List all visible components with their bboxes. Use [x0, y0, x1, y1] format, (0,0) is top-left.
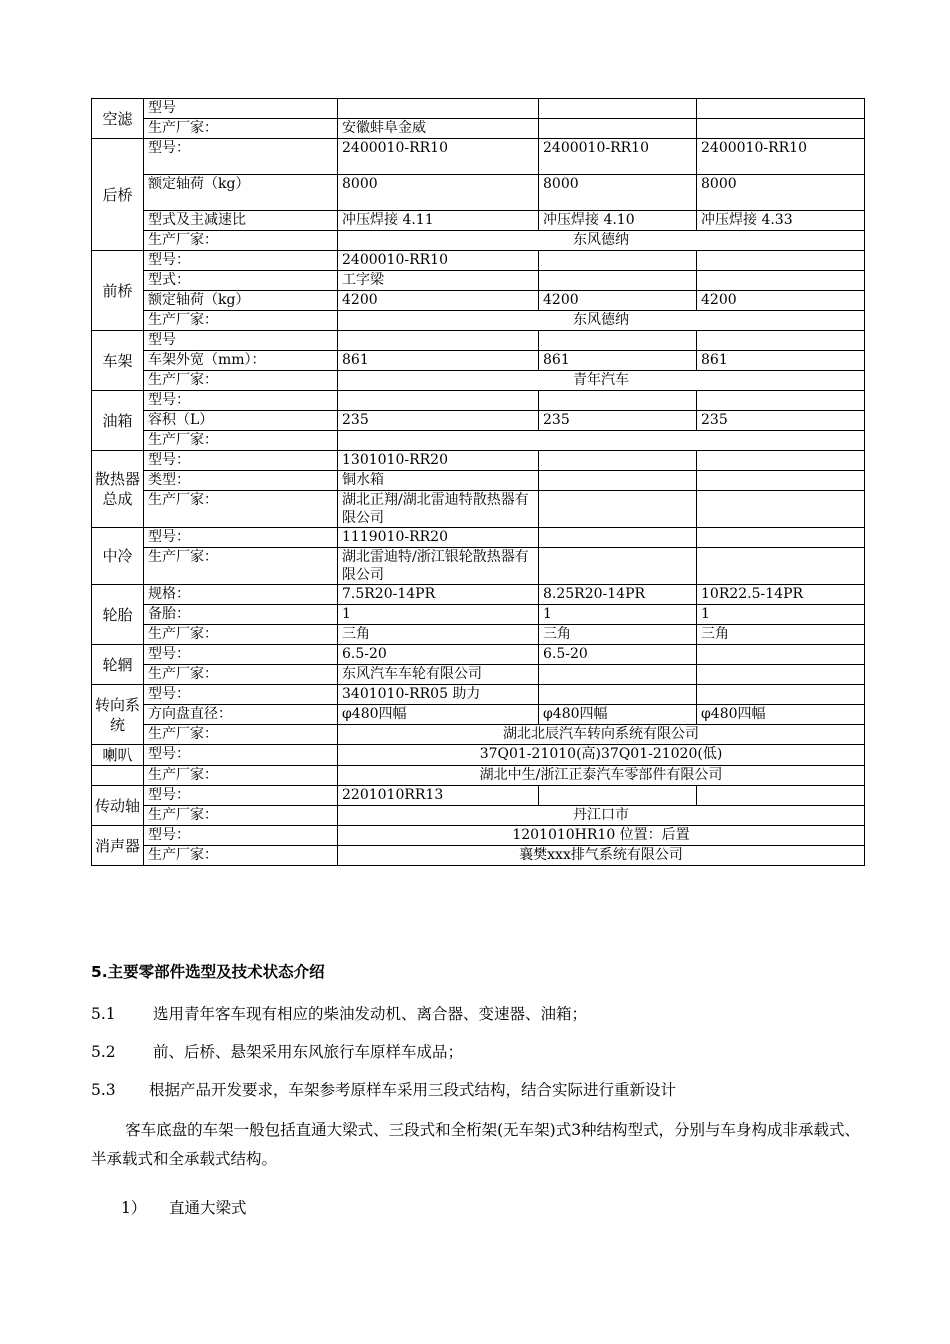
row-label: 备胎： — [144, 605, 338, 625]
item-text: 前、后桥、悬架采用东风旅行车原样车成品； — [153, 1043, 464, 1061]
row-label: 生产厂家： — [144, 548, 338, 585]
row-label: 生产厂家： — [144, 806, 338, 826]
cell: 冲压焊接 4.10 — [539, 211, 697, 231]
row-label: 生产厂家： — [144, 665, 338, 685]
cell: 湖北雷迪特/浙江银轮散热器有限公司 — [338, 548, 539, 585]
row-label: 生产厂家： — [144, 846, 338, 866]
cell: 8000 — [338, 175, 539, 211]
group-label-steering: 转向系统 — [92, 685, 144, 745]
group-label-horn: 喇叭 — [92, 745, 144, 766]
list-item — [91, 1002, 587, 1024]
cell: 7.5R20-14PR — [338, 585, 539, 605]
cell: 三角 — [539, 625, 697, 645]
cell: φ480四幅 — [697, 705, 865, 725]
list-item — [91, 1078, 676, 1100]
table-row — [92, 139, 865, 175]
table-row — [92, 175, 865, 211]
row-label: 方向盘直径： — [144, 705, 338, 725]
group-label-air-filter: 空滤 — [92, 99, 144, 139]
row-label: 型号： — [144, 645, 338, 665]
cell: 235 — [338, 411, 539, 431]
row-label: 生产厂家： — [144, 231, 338, 251]
cell: 湖北正翔/湖北雷迪特散热器有限公司 — [338, 491, 539, 528]
table-row — [92, 585, 865, 605]
table-row — [92, 331, 865, 351]
table-row — [92, 391, 865, 411]
row-label: 生产厂家： — [144, 725, 338, 745]
group-label-rim: 轮辋 — [92, 645, 144, 685]
cell: 2201010RR13 — [338, 786, 539, 806]
cell: 东风德纳 — [338, 231, 865, 251]
cell: 861 — [539, 351, 697, 371]
row-label: 生产厂家： — [144, 431, 338, 451]
cell: 1 — [338, 605, 539, 625]
group-label-intercooler: 中冷 — [92, 528, 144, 585]
table-row — [92, 471, 865, 491]
row-label: 型号： — [144, 786, 338, 806]
row-label: 生产厂家： — [144, 119, 338, 139]
item-number: 5.2 — [91, 1043, 116, 1061]
cell: 8.25R20-14PR — [539, 585, 697, 605]
cell: 861 — [697, 351, 865, 371]
cell: 235 — [697, 411, 865, 431]
cell: 37Q01-21010(高)37Q01-21020(低) — [338, 745, 865, 766]
cell: 襄樊xxx排气系统有限公司 — [338, 846, 865, 866]
cell: 2400010-RR10 — [338, 139, 539, 175]
row-label: 生产厂家： — [144, 766, 338, 786]
cell: 青年汽车 — [338, 371, 865, 391]
table-row — [92, 665, 865, 685]
cell: 4200 — [539, 291, 697, 311]
item-text: 选用青年客车现有相应的柴油发动机、离合器、变速器、油箱； — [153, 1005, 588, 1023]
table-row — [92, 548, 865, 585]
group-label-front-axle: 前桥 — [92, 251, 144, 331]
row-label: 生产厂家： — [144, 311, 338, 331]
group-label-drive-shaft: 传动轴 — [92, 786, 144, 826]
table-row — [92, 211, 865, 231]
cell: 6.5-20 — [338, 645, 539, 665]
group-label-rear-axle: 后桥 — [92, 139, 144, 251]
table-row — [92, 745, 865, 766]
row-label: 容积（L） — [144, 411, 338, 431]
group-label-muffler: 消声器 — [92, 826, 144, 866]
cell: 东风汽车车轮有限公司 — [338, 665, 539, 685]
table-row — [92, 826, 865, 846]
cell: 东风德纳 — [338, 311, 865, 331]
cell: 1 — [697, 605, 865, 625]
cell: 1201010HR10 位置：后置 — [338, 826, 865, 846]
cell — [338, 99, 539, 119]
group-label-radiator: 散热器总成 — [92, 451, 144, 528]
row-label: 型号： — [144, 391, 338, 411]
row-label: 型号： — [144, 745, 338, 766]
row-label: 车架外宽（mm）： — [144, 351, 338, 371]
table-row — [92, 705, 865, 725]
table-row — [92, 725, 865, 745]
cell: φ480四幅 — [539, 705, 697, 725]
sub-item — [121, 1196, 247, 1218]
row-label: 规格： — [144, 585, 338, 605]
table-row — [92, 411, 865, 431]
row-label: 型号： — [144, 685, 338, 705]
cell: 8000 — [539, 175, 697, 211]
cell: 湖北北辰汽车转向系统有限公司 — [338, 725, 865, 745]
table-row — [92, 645, 865, 665]
cell: 工字梁 — [338, 271, 539, 291]
cell: 铜水箱 — [338, 471, 539, 491]
section-heading: 5.主要零部件选型及技术状态介绍 — [91, 963, 325, 981]
item-number: 5.1 — [91, 1005, 116, 1023]
row-label: 型号 — [144, 99, 338, 119]
cell: 6.5-20 — [539, 645, 697, 665]
cell: 1119010-RR20 — [338, 528, 539, 548]
cell: 3401010-RR05 助力 — [338, 685, 539, 705]
cell: 三角 — [697, 625, 865, 645]
cell: 湖北中生/浙江正泰汽车零部件有限公司 — [338, 766, 865, 786]
list-item — [91, 1040, 463, 1062]
cell: 4200 — [338, 291, 539, 311]
group-label-tire: 轮胎 — [92, 585, 144, 645]
table-row — [92, 231, 865, 251]
table-row — [92, 605, 865, 625]
table-row — [92, 99, 865, 119]
cell: 1301010-RR20 — [338, 451, 539, 471]
cell: 2400010-RR10 — [539, 139, 697, 175]
cell: 冲压焊接 4.11 — [338, 211, 539, 231]
row-label: 型号： — [144, 251, 338, 271]
row-label: 型号： — [144, 451, 338, 471]
row-label: 型号： — [144, 528, 338, 548]
cell: 三角 — [338, 625, 539, 645]
table-row — [92, 251, 865, 271]
table-row — [92, 291, 865, 311]
item-text: 根据产品开发要求，车架参考原样车采用三段式结构，结合实际进行重新设计 — [149, 1081, 677, 1099]
cell: 1 — [539, 605, 697, 625]
row-label: 型式： — [144, 271, 338, 291]
table-row — [92, 311, 865, 331]
cell: 10R22.5-14PR — [697, 585, 865, 605]
row-label: 型号 — [144, 331, 338, 351]
cell: 861 — [338, 351, 539, 371]
cell: 8000 — [697, 175, 865, 211]
cell: 2400010-RR10 — [338, 251, 539, 271]
row-label: 额定轴荷（kg） — [144, 291, 338, 311]
row-label: 型号： — [144, 826, 338, 846]
row-label: 生产厂家： — [144, 625, 338, 645]
table-row — [92, 528, 865, 548]
group-label-frame: 车架 — [92, 331, 144, 391]
table-row — [92, 119, 865, 139]
table-row — [92, 806, 865, 826]
group-label-fuel-tank: 油箱 — [92, 391, 144, 451]
table-row — [92, 766, 865, 786]
table-row — [92, 685, 865, 705]
cell: 安徽蚌阜金威 — [338, 119, 539, 139]
cell: φ480四幅 — [338, 705, 539, 725]
table-row — [92, 371, 865, 391]
sub-item-number: 1） — [121, 1199, 147, 1217]
cell: 丹江口市 — [338, 806, 865, 826]
row-label: 额定轴荷（kg） — [144, 175, 338, 211]
table-row — [92, 451, 865, 471]
table-row — [92, 271, 865, 291]
table-row — [92, 351, 865, 371]
row-label: 生产厂家： — [144, 491, 338, 528]
table-row — [92, 431, 865, 451]
cell: 2400010-RR10 — [697, 139, 865, 175]
item-number: 5.3 — [91, 1081, 116, 1099]
cell: 235 — [539, 411, 697, 431]
table-row — [92, 625, 865, 645]
component-spec-table — [91, 98, 865, 866]
cell: 4200 — [697, 291, 865, 311]
body-paragraph: 客车底盘的车架一般包括直通大梁式、三段式和全桁架(无车架)式3种结构型式，分别与车身构成非承载式、半承载式和全承载式结构。 — [91, 1120, 861, 1168]
table-row — [92, 491, 865, 528]
table-row — [92, 786, 865, 806]
row-label: 生产厂家： — [144, 371, 338, 391]
row-label: 型式及主减速比 — [144, 211, 338, 231]
sub-item-text: 直通大梁式 — [169, 1199, 247, 1217]
table-row — [92, 846, 865, 866]
row-label: 类型： — [144, 471, 338, 491]
row-label: 型号： — [144, 139, 338, 175]
cell: 冲压焊接 4.33 — [697, 211, 865, 231]
